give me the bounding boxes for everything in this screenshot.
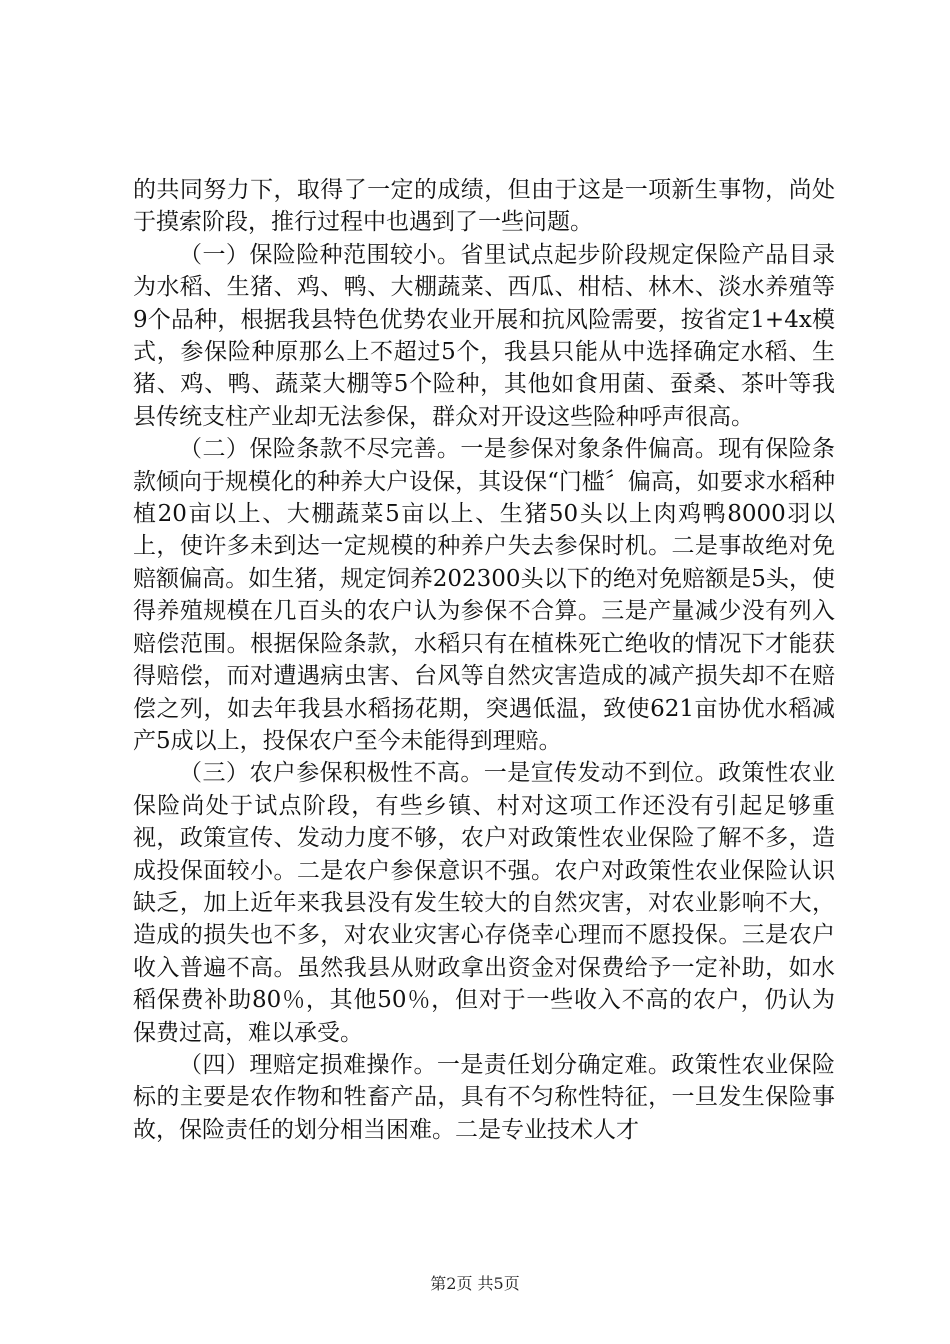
paragraph-continuation: 的共同努力下，取得了一定的成绩，但由于这是一项新生事物，尚处于摸索阶段，推行过程中也遇到了一些问题。 [133,177,835,236]
paragraph-section-3: （三）农户参保积极性不高。一是宣传发动不到位。政策性农业保险尚处于试点阶段，有些乡镇、村对这项工作还没有引起足够重视，政策宣传、发动力度不够，农户对政策性农业保险了解不多，造成投保面较小。二是农户参保意识不强。农户对政策性农业保险认识缺乏，加上近年来我县没有发生较大的自然灾害，对农业影响不大，造成的损失也不多，对农业灾害心存侥幸心理而不愿投保。三是农户收入普遍不高。虽然我县从财政拿出资金对保费给予一定补助，如水稻保费补助80％，其他50％，但对于一些收入不高的农户，仍认为保费过高，难以承受。 [133,760,835,1046]
paragraph-section-2: （二）保险条款不尽完善。一是参保对象条件偏高。现有保险条款倾向于规模化的种养大户设保，其设保“门槛〞偏高，如要求水稻种植20亩以上、大棚蔬菜5亩以上、生猪50头以上肉鸡鸭8000羽以上，使许多未到达一定规模的种养户失去参保时机。二是事故绝对免赔额偏高。如生猪，规定饲养202300头以下的绝对免赔额是5头，使得养殖规模在几百头的农户认为参保不合算。三是产量减少没有列入赔偿范围。根据保险条款，水稻只有在植株死亡绝收的情况下才能获得赔偿，而对遭遇病虫害、台风等自然灾害造成的减产损失却不在赔偿之列，如去年我县水稻扬花期，突遇低温，致使621亩协优水稻减产5成以上，投保农户至今未能得到理赔。 [133,436,835,754]
document-body [133,174,835,1146]
paragraph-section-4: （四）理赔定损难操作。一是责任划分确定难。政策性农业保险标的主要是农作物和牲畜产品，具有不匀称性特征，一旦发生保险事故，保险责任的划分相当困难。二是专业技术人才 [133,1051,835,1143]
page-number-footer: 第2页 共5页 [430,1274,520,1293]
paragraph-section-1: （一）保险险种范围较小。省里试点起步阶段规定保险产品目录为水稻、生猪、鸡、鸭、大棚蔬菜、西瓜、柑桔、林木、淡水养殖等9个品种，根据我县特色优势农业开展和抗风险需要，按省定1+4x模式，参保险种原那么上不超过5个，我县只能从中选择确定水稻、生猪、鸡、鸭、蔬菜大棚等5个险种，其他如食用菌、蚕桑、茶叶等我县传统支柱产业却无法参保，群众对开设这些险种呼声很高。 [133,241,835,430]
